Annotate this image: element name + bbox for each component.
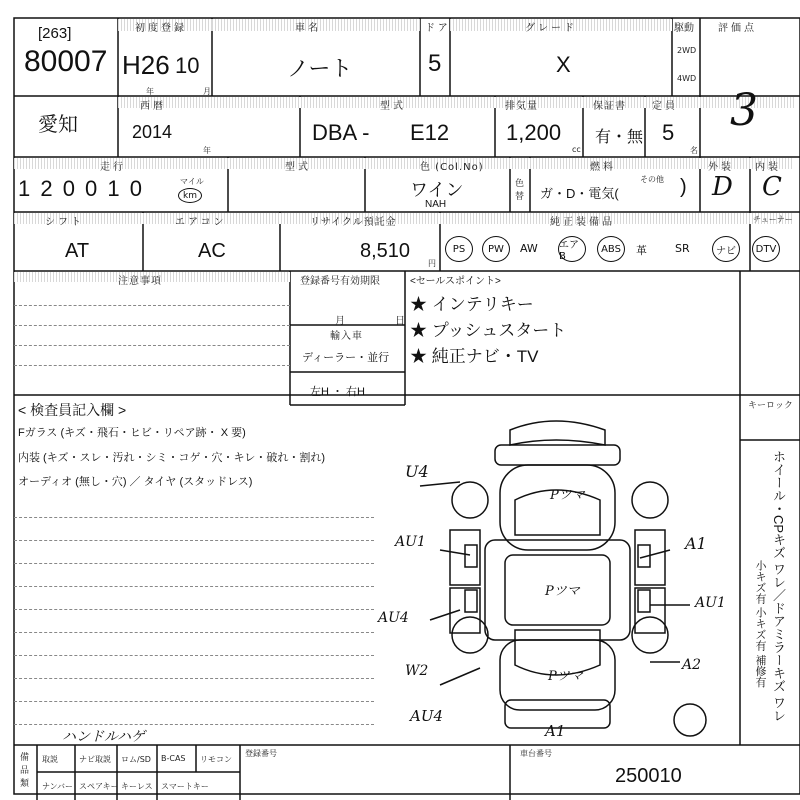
color-label: 色 (Col.No) xyxy=(420,162,484,173)
mark-left-front-door: AU1 xyxy=(395,534,426,550)
2wd-label: 2WD xyxy=(677,46,697,55)
ruling-line xyxy=(14,563,374,564)
accessories-label: 備品類 xyxy=(20,753,30,789)
fuel-close-paren: ) xyxy=(680,176,687,198)
mark-roof-top: Pツマ xyxy=(550,488,585,503)
mark-trunk: Pツマ xyxy=(548,669,583,684)
era-unit: 年 xyxy=(146,87,154,96)
handle-note: ハンドルハゲ xyxy=(62,729,146,745)
ruling-line xyxy=(14,540,374,541)
score-label: 評価点 xyxy=(718,23,757,34)
ruling-line xyxy=(14,609,374,610)
equipment-item: PS xyxy=(445,236,473,262)
accessory-cell: ナビ取説 xyxy=(79,755,111,764)
fuel-value: ガ・D・電気( xyxy=(540,186,619,201)
car-diagram xyxy=(380,410,740,745)
inspector-line-2: 内装 (キズ・スレ・汚れ・シミ・コゲ・穴・キレ・破れ・割れ) xyxy=(18,452,326,464)
mileage-value: 1 2 0 0 1 0 xyxy=(18,176,144,201)
4wd-label: 4WD xyxy=(677,74,697,83)
line xyxy=(14,345,290,346)
side-text: ホイール・CPキズ ワレ／ドアミラーキズ ワレ xyxy=(771,450,786,723)
mile-unit: マイル xyxy=(180,177,204,186)
exterior-label: 外装 xyxy=(708,162,734,173)
equipment-item: 革 xyxy=(636,244,647,257)
mark-left-rear: W2 xyxy=(405,663,429,679)
warranty-label: 保証書 xyxy=(593,101,626,112)
cc-unit: cc xyxy=(572,145,581,154)
mark-bottom: A1 xyxy=(545,722,566,740)
reg-expiry-label: 登録番号有効期限 xyxy=(300,276,380,287)
displacement-value: 1,200 xyxy=(506,120,562,145)
mark-right-front-door: A1 xyxy=(685,534,707,553)
mileage-label: 走行 xyxy=(100,162,126,173)
ruling-line xyxy=(14,701,374,702)
ruling-line xyxy=(14,632,374,633)
fuel-other: その他 xyxy=(640,175,664,184)
person-unit: 名 xyxy=(690,146,698,155)
ruling-line xyxy=(14,655,374,656)
year-value: 2014 xyxy=(132,122,173,142)
accessory-cell: リモコン xyxy=(200,755,232,764)
line xyxy=(14,325,290,326)
hatch xyxy=(14,213,794,224)
accessory-cell: スマートキー xyxy=(161,782,209,791)
inspector-line-1: Fガラス (キズ・飛石・ヒビ・リペア跡・ X 要) xyxy=(18,427,246,439)
recycle-label: リサイクル預託金 xyxy=(310,217,397,228)
aircon-label: エアコン xyxy=(175,217,227,228)
ruling-line xyxy=(14,724,374,725)
score-value: 3 xyxy=(730,85,758,136)
hatch xyxy=(14,158,794,169)
side-text-2: 小キズ有 小キズ有 補修有 xyxy=(754,560,766,688)
oem-label: 純正装備品 xyxy=(550,217,615,228)
accessory-cell: キーレス xyxy=(121,782,153,791)
mark-right-rear: A2 xyxy=(682,657,702,673)
interior-grade: C xyxy=(762,172,782,202)
year-western-label: 西暦 xyxy=(140,101,166,112)
mark-left-rear-door: AU4 xyxy=(378,610,409,626)
mark-right-rear-door: AU1 xyxy=(695,595,726,611)
dealer-label: ディーラー・並行 xyxy=(302,352,390,364)
mark-front-left: U4 xyxy=(405,462,429,481)
hatch xyxy=(118,97,795,108)
equipment-item: ABS xyxy=(597,236,625,262)
prefecture: 愛知 xyxy=(38,114,78,136)
equipment-item: ナビ xyxy=(712,236,740,262)
handle-label: 左H ・ 右H xyxy=(310,386,365,398)
reg-day-unit: 日 xyxy=(395,316,405,327)
equipment-item: AW xyxy=(520,242,538,255)
equipment-item: PW xyxy=(482,236,510,262)
import-label: 輸入車 xyxy=(330,331,363,342)
exterior-label-row3: 型式 xyxy=(285,162,311,173)
lot-number: [263] xyxy=(38,25,72,42)
month-unit: 月 xyxy=(203,87,211,96)
chassis-no: 250010 xyxy=(615,765,682,787)
displacement-label: 排気量 xyxy=(505,101,538,112)
door-label: ドア xyxy=(425,23,451,34)
car-name: ノート xyxy=(287,56,353,81)
equipment-item: SR xyxy=(675,242,690,255)
first-reg-month: 10 xyxy=(175,53,200,78)
first-reg-label: 初度登録 xyxy=(135,23,187,34)
equipment-item: DTV xyxy=(752,236,780,262)
color-change-label: 色替 xyxy=(515,179,525,202)
grade-value: X xyxy=(556,52,571,77)
accessory-cell: B-CAS xyxy=(161,754,186,763)
mark-roof-center: Pツマ xyxy=(545,584,580,599)
door-count: 5 xyxy=(428,50,442,77)
capacity-label: 定員 xyxy=(652,101,678,112)
sales-point: ★ プッシュスタート xyxy=(410,321,567,340)
accessory-cell: ナンバー xyxy=(42,782,74,791)
km-unit: km xyxy=(178,188,202,203)
line xyxy=(14,305,290,306)
warranty-value: 有・無 xyxy=(595,129,644,146)
car-name-label: 車名 xyxy=(295,23,321,34)
reg-month-unit: 月 xyxy=(335,316,345,327)
accessory-cell: ロム/SD xyxy=(121,755,151,764)
model-prefix: DBA - xyxy=(312,120,370,145)
sales-point: ★ 純正ナビ・TV xyxy=(410,347,539,366)
equipment-item: エアB xyxy=(558,236,586,262)
year-unit: 年 xyxy=(203,146,211,155)
notes-label: 注意事項 xyxy=(118,276,162,287)
shift-value: AT xyxy=(65,240,90,262)
ruling-line xyxy=(14,586,374,587)
reg-no-label: 登録番号 xyxy=(245,749,277,758)
shift-label: シフト xyxy=(45,217,84,228)
inspector-notes-title: < 検査員記入欄 > xyxy=(18,402,127,418)
capacity-value: 5 xyxy=(662,120,675,145)
color-code: NAH xyxy=(425,199,447,210)
exterior-grade: D xyxy=(712,172,733,202)
sales-point: ★ インテリキー xyxy=(410,295,534,314)
aircon-value: AC xyxy=(198,240,226,262)
ruling-line xyxy=(14,678,374,679)
color-name: ワイン xyxy=(410,180,464,200)
grade-label: グレード xyxy=(525,23,577,34)
inspector-line-3: オーディオ (無し・穴) ／ タイヤ (スタッドレス) xyxy=(18,476,253,488)
ruling-line xyxy=(14,517,374,518)
yen-unit: 円 xyxy=(428,259,436,268)
first-reg-era: H26 xyxy=(122,50,170,80)
drive-label: 駆動 xyxy=(674,23,694,34)
chassis-no-label: 車台番号 xyxy=(520,749,552,758)
sales-points-label: <セールスポイント> xyxy=(410,276,501,287)
recycle-value: 8,510 xyxy=(360,240,411,262)
interior-label: 内装 xyxy=(755,162,781,173)
keylock-label: キーロック xyxy=(748,401,793,411)
tuner-label: チューナー xyxy=(753,215,793,224)
fuel-label: 燃料 xyxy=(590,162,616,173)
model-type-label: 型式 xyxy=(380,101,406,112)
stock-number: 80007 xyxy=(24,45,108,78)
mark-rear-bumper: AU4 xyxy=(410,707,444,725)
model-code: E12 xyxy=(410,120,450,145)
accessory-cell: スペアキー xyxy=(79,782,119,791)
accessory-cell: 取説 xyxy=(42,755,58,764)
line xyxy=(14,365,290,366)
